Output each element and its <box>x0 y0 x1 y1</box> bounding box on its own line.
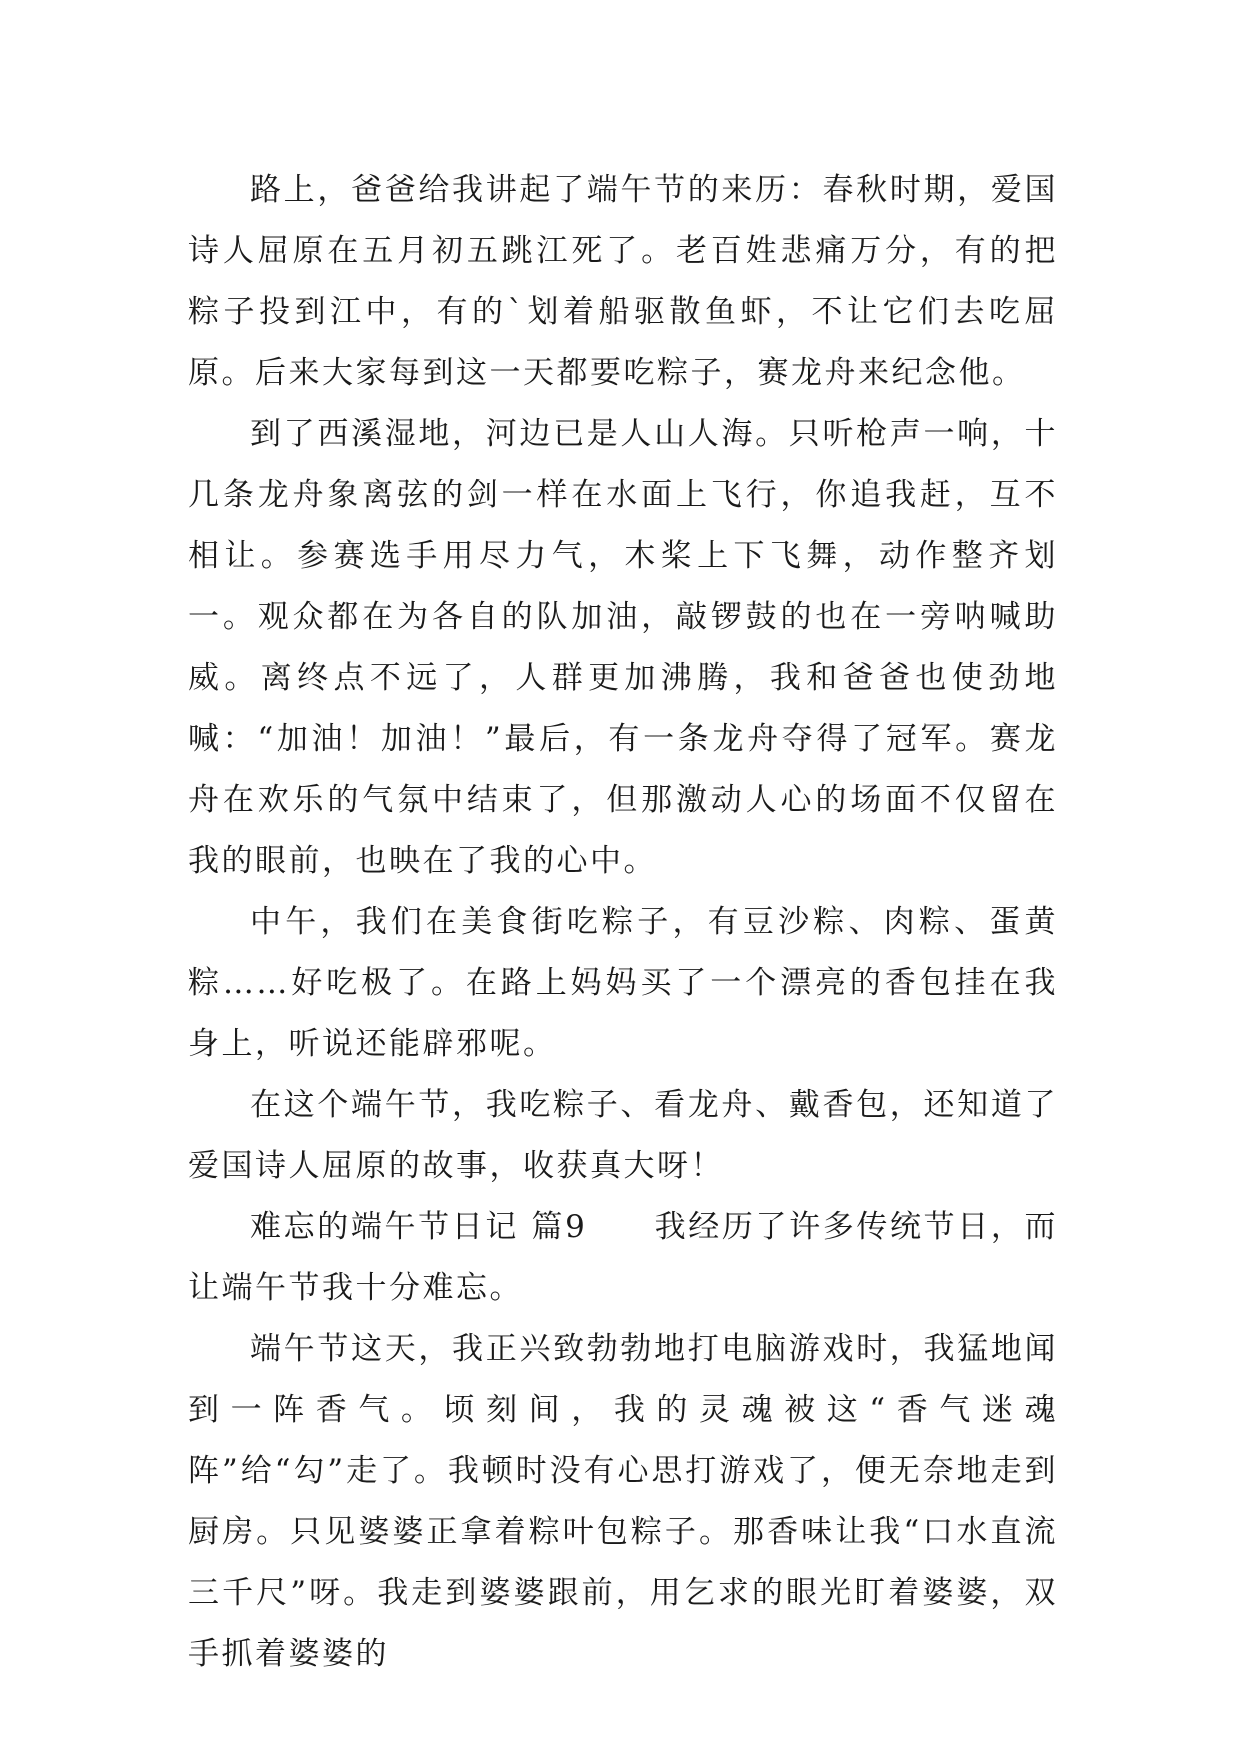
paragraph-dragon-boat-race: 到了西溪湿地，河边已是人山人海。只听枪声一响，十几条龙舟象离弦的剑一样在水面上飞行，你追我赶，互不相让。参赛选手用尽力气，木桨上下飞舞，动作整齐划一。观众都在为各自的队加油，敲锣鼓的也在一旁呐喊助威。离终点不远了，人群更加沸腾，我和爸爸也使劲地喊：“加油！加油！”最后，有一条龙舟夺得了冠军。赛龙舟在欢乐的气氛中结束了，但那激动人心的场面不仅留在我的眼前，也映在了我的心中。 <box>188 416 1058 879</box>
paragraph-diary-heading: 难忘的端午节日记 篇9 我经历了许多传统节日，而让端午节我十分难忘。 <box>188 1209 1058 1306</box>
paragraph-grandma-zongzi: 端午节这天，我正兴致勃勃地打电脑游戏时，我猛地闻到一阵香气。顷刻间，我的灵魂被这“香气迷魂阵”给“勾”走了。我顿时没有心思打游戏了，便无奈地走到厨房。只见婆婆正拿着粽叶包粽子。那香味让我“口水直流三千尺”呀。我走到婆婆跟前，用乞求的眼光盯着婆婆，双手抓着婆婆的 <box>188 1331 1058 1672</box>
paragraph-summary: 在这个端午节，我吃粽子、看龙舟、戴香包，还知道了爱国诗人屈原的故事，收获真大呀！ <box>188 1087 1058 1184</box>
paragraph-lunch-zongzi: 中午，我们在美食街吃粽子，有豆沙粽、肉粽、蛋黄粽……好吃极了。在路上妈妈买了一个漂亮的香包挂在我身上，听说还能辟邪呢。 <box>188 904 1058 1062</box>
document-body <box>188 160 1058 1685</box>
paragraph-road-story: 路上，爸爸给我讲起了端午节的来历：春秋时期，爱国诗人屈原在五月初五跳江死了。老百姓悲痛万分，有的把粽子投到江中，有的`划着船驱散鱼虾，不让它们去吃屈原。后来大家每到这一天都要吃粽子，赛龙舟来纪念他。 <box>188 172 1058 391</box>
